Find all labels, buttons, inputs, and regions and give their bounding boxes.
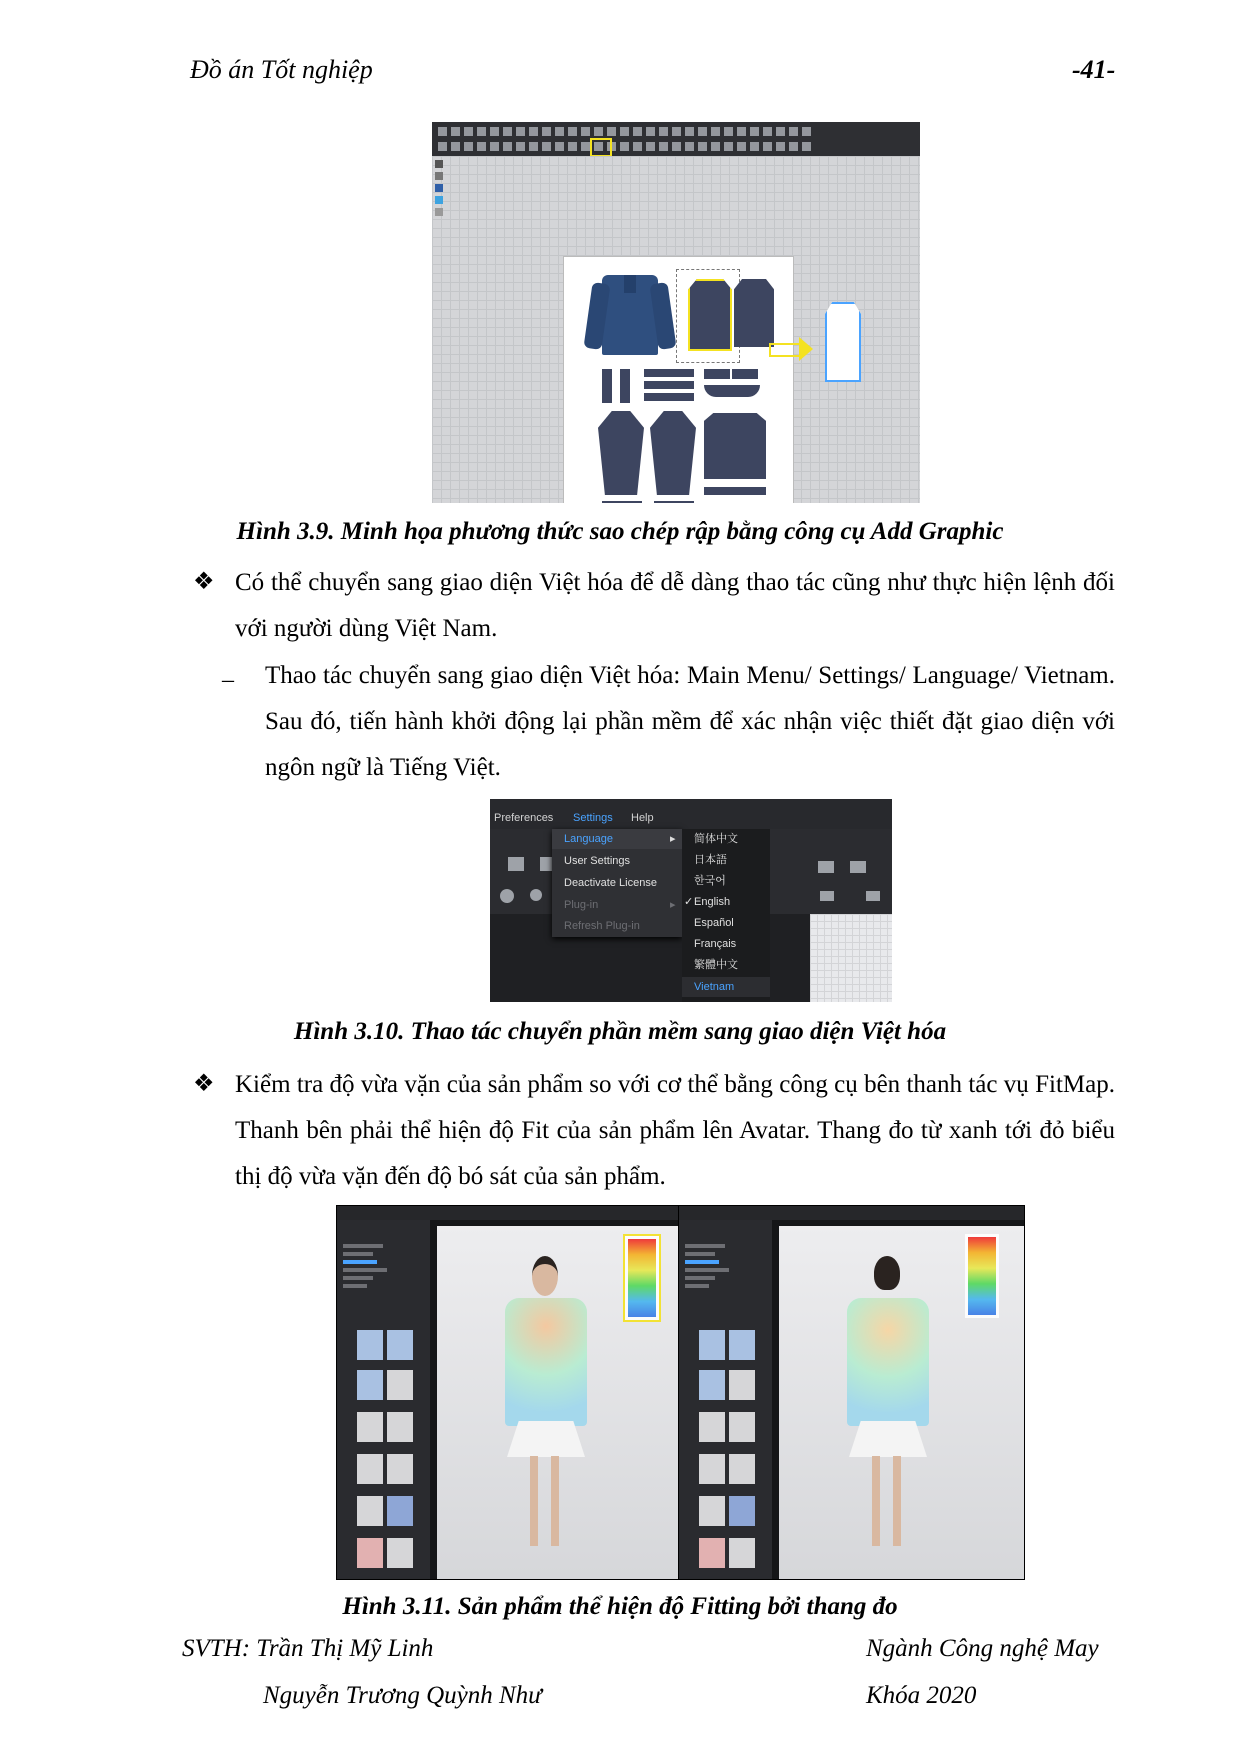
fitmap-dress — [505, 1298, 587, 1426]
toolbar-icon — [820, 891, 834, 901]
toolbar-icon — [866, 891, 880, 901]
thumbnail[interactable] — [387, 1454, 413, 1484]
thumbnail[interactable] — [699, 1538, 725, 1568]
settings-dropdown — [552, 829, 682, 937]
toolbar-icon — [508, 857, 524, 871]
menu-item-lang-zh-cn[interactable]: 简体中文 — [694, 833, 738, 845]
thumbnail[interactable] — [387, 1412, 413, 1442]
library-tree — [343, 1240, 403, 1300]
figure-caption: Hình 3.9. Minh họa phương thức sao chép rập bằng công cụ Add Graphic — [236, 518, 1004, 545]
toolbar-icon — [530, 889, 542, 901]
sleeve-pattern-piece — [598, 411, 644, 495]
skirt — [507, 1421, 585, 1457]
library-panel — [679, 1220, 772, 1579]
menu-item-deactivate-license[interactable]: Deactivate License — [564, 877, 657, 889]
page-number: -41- — [1072, 55, 1116, 84]
folder-icon — [818, 861, 834, 873]
paragraph: Kiểm tra độ vừa vặn của sản phẩm so với cơ thể bằng công cụ bên thanh tác vụ FitMap. Thanh bên phải thể hiện độ Fit của sản phẩm lên Avatar. Thang đo từ xanh tới đỏ biểu thị độ vừa vặn đến độ bó sát của sản phẩm. — [235, 1071, 1115, 1190]
fit-color-scale — [968, 1237, 996, 1315]
menu-settings[interactable]: Settings — [573, 812, 613, 824]
thumbnail[interactable] — [357, 1496, 383, 1526]
fitmap-dress — [847, 1298, 929, 1426]
menu-item-plug-in: Plug-in — [564, 899, 599, 911]
menu-item-lang-es[interactable]: Español — [694, 917, 734, 929]
menu-bar — [337, 1206, 682, 1220]
traced-pattern-piece[interactable] — [825, 302, 861, 382]
thumbnail[interactable] — [729, 1496, 755, 1526]
pattern-piece — [602, 369, 612, 403]
fitmap-back-view-screenshot — [678, 1205, 1025, 1580]
selection-bounding-box — [676, 269, 740, 363]
denim-jacket-image — [588, 273, 672, 355]
thumbnail[interactable] — [729, 1330, 755, 1360]
menu-item-lang-ko[interactable]: 한국어 — [694, 875, 726, 887]
menu-item-lang-ja[interactable]: 日本語 — [694, 854, 727, 866]
avatar-legs — [872, 1456, 880, 1546]
thumbnail[interactable] — [729, 1538, 755, 1568]
canvas-grid — [432, 156, 920, 503]
waistband-pattern-piece — [704, 487, 766, 495]
pattern-piece — [732, 369, 758, 379]
footer-student-2: Nguyễn Trương Quỳnh Như — [263, 1682, 542, 1709]
pattern-piece — [704, 369, 730, 379]
footer-student-1: SVTH: Trần Thị Mỹ Linh — [182, 1635, 434, 1662]
pattern-piece — [644, 381, 694, 389]
dash-icon: – — [222, 667, 234, 693]
pattern-piece — [644, 369, 694, 377]
figure-add-graphic-screenshot — [432, 122, 920, 503]
footer-major: Ngành Công nghệ May — [866, 1635, 1099, 1662]
thumbnail[interactable] — [729, 1454, 755, 1484]
library-panel — [337, 1220, 430, 1579]
avatar-head — [874, 1256, 900, 1290]
body-pattern-piece — [704, 413, 766, 479]
toolbar-icon — [500, 889, 514, 903]
add-graphic-icon[interactable] — [590, 138, 612, 157]
thumbnail[interactable] — [387, 1330, 413, 1360]
thumbnail[interactable] — [357, 1330, 383, 1360]
toolbar — [432, 122, 920, 156]
menu-item-language[interactable]: Language — [552, 829, 682, 849]
thumbnail[interactable] — [357, 1454, 383, 1484]
avatar-legs — [893, 1456, 901, 1546]
toolbar-row-1 — [438, 127, 811, 141]
paragraph: Thao tác chuyển sang giao diện Việt hóa: Main Menu/ Settings/ Language/ Vietnam. Sau đó, tiến hành khởi động lại phần mềm để xác nhận việc thiết đặt giao diện với ngôn ngữ là Tiếng Việt. — [265, 662, 1115, 781]
fit-color-scale — [628, 1239, 656, 1317]
cuff-pattern-piece — [654, 501, 694, 503]
thumbnail[interactable] — [357, 1538, 383, 1568]
pattern-sheet-image — [563, 256, 794, 503]
thumbnail[interactable] — [699, 1454, 725, 1484]
thumbnail[interactable] — [699, 1370, 725, 1400]
thumbnail[interactable] — [357, 1412, 383, 1442]
left-tool-strip — [435, 160, 445, 220]
language-submenu — [682, 829, 770, 1002]
pattern-piece — [620, 369, 630, 403]
figure-caption: Hình 3.10. Thao tác chuyển phần mềm sang giao diện Việt hóa — [293, 1018, 947, 1045]
thumbnail[interactable] — [357, 1370, 383, 1400]
menu-item-lang-fr[interactable]: Français — [694, 938, 737, 950]
thumbnail[interactable] — [387, 1538, 413, 1568]
footer-course: Khóa 2020 — [866, 1682, 977, 1709]
paragraph: Có thể chuyển sang giao diện Việt hóa để dễ dàng thao tác cũng như thực hiện lệnh đối với người dùng Việt Nam. — [235, 569, 1115, 642]
menu-bar — [679, 1206, 1024, 1220]
canvas-grid — [810, 914, 892, 1002]
fitmap-scale — [623, 1234, 661, 1322]
chevron-right-icon: ▸ — [670, 833, 676, 845]
menu-item-user-settings[interactable]: User Settings — [564, 855, 631, 867]
menu-item-refresh-plug-in: Refresh Plug-in — [564, 920, 640, 932]
menu-help[interactable]: Help — [631, 812, 654, 824]
thumbnail[interactable] — [729, 1412, 755, 1442]
collar-pattern-piece — [704, 385, 760, 397]
check-icon: ✓ — [684, 896, 694, 908]
fitmap-front-view-screenshot — [336, 1205, 683, 1580]
toolbar-row-2 — [438, 142, 811, 156]
menu-item-lang-zh-tw[interactable]: 繁體中文 — [694, 959, 738, 971]
avatar-legs — [551, 1456, 559, 1546]
library-tree — [685, 1240, 745, 1300]
figure-caption: Hình 3.11. Sản phẩm thể hiện độ Fitting bởi thang đo — [342, 1593, 898, 1620]
header-title: Đồ án Tốt nghiệp — [190, 55, 373, 84]
arrow-head-icon — [799, 337, 813, 361]
3d-viewport[interactable] — [437, 1226, 682, 1579]
thumbnail[interactable] — [729, 1370, 755, 1400]
menu-item-lang-vietnam[interactable]: Vietnam — [682, 977, 770, 997]
back-pattern-piece — [734, 279, 774, 347]
cuff-pattern-piece — [602, 501, 642, 503]
pattern-piece — [644, 393, 694, 401]
skirt — [849, 1421, 927, 1457]
bullet-icon: ❖ — [193, 1071, 215, 1097]
thumbnail[interactable] — [699, 1330, 725, 1360]
menu-bar — [490, 799, 892, 829]
avatar-legs — [530, 1456, 538, 1546]
figure-language-menu-screenshot — [490, 799, 892, 1002]
sleeve-pattern-piece — [650, 411, 696, 495]
avatar-head — [532, 1256, 558, 1296]
arrow-right-icon — [769, 343, 801, 357]
thumbnail[interactable] — [699, 1496, 725, 1526]
menu-item-lang-en[interactable]: English — [694, 896, 731, 908]
3d-viewport[interactable] — [779, 1226, 1024, 1579]
bullet-icon: ❖ — [193, 569, 215, 595]
chevron-right-icon: ▸ — [670, 899, 676, 911]
thumbnail[interactable] — [387, 1496, 413, 1526]
fitmap-scale — [965, 1234, 999, 1318]
thumbnail[interactable] — [387, 1370, 413, 1400]
folder-open-icon — [850, 861, 866, 873]
menu-preferences[interactable]: Preferences — [494, 812, 554, 824]
thumbnail[interactable] — [699, 1412, 725, 1442]
